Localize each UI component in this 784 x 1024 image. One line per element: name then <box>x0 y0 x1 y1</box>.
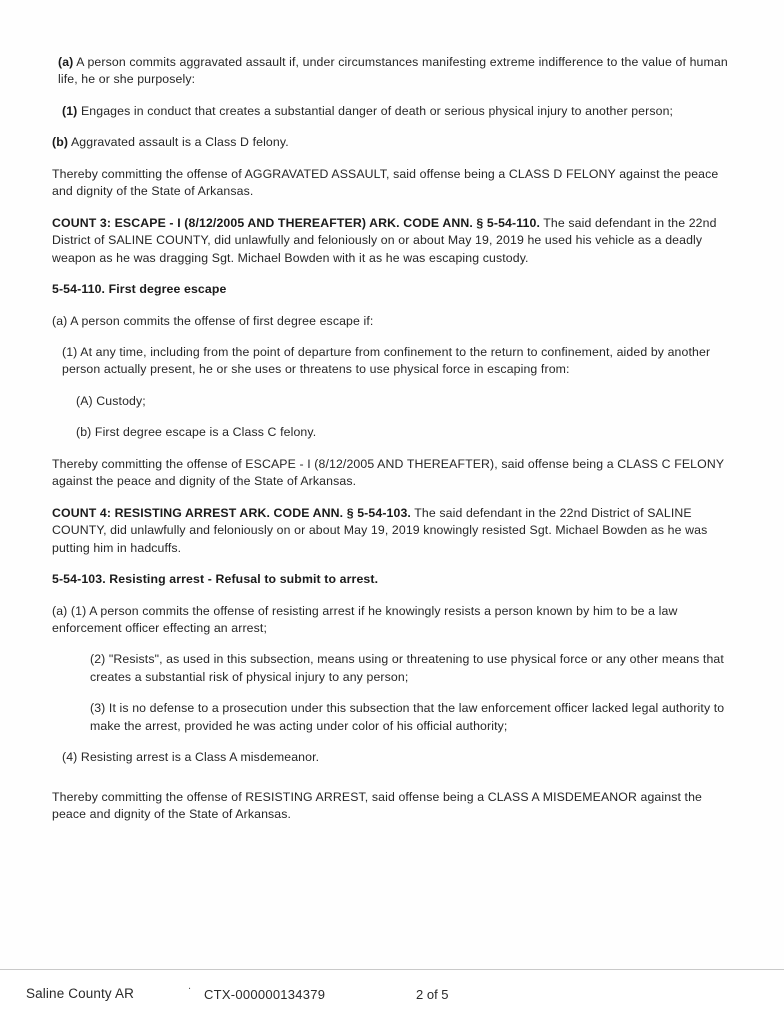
paragraph-lead-label: (b) <box>52 135 69 150</box>
count-3-heading: COUNT 3: ESCAPE - I (8/12/2005 AND THEREAFTER) ARK. CODE ANN. § 5-54-110. <box>52 215 540 230</box>
heading-5-54-110 <box>52 281 732 298</box>
paragraph-thereby-resisting-arrest <box>52 789 732 824</box>
statute-heading: 5-54-110. First degree escape <box>52 282 227 297</box>
paragraph-text: (A) Custody; <box>76 393 146 408</box>
paragraph-text: (1) At any time, including from the point of departure from confinement to the return to confinement, aided by another person actually present, he or she uses or threatens to use physical force in escaping from: <box>62 344 711 377</box>
paragraph-escape-class-c <box>52 424 732 441</box>
page-footer <box>0 969 784 1024</box>
paragraph-text: (a) (1) A person commits the offense of resisting arrest if he knowingly resists a person known by him to be a law enforcement officer effecting an arrest; <box>52 603 678 635</box>
heading-5-54-103 <box>52 571 732 588</box>
paragraph-resisting-a1 <box>52 603 732 638</box>
paragraph-text: Aggravated assault is a Class D felony. <box>68 135 289 150</box>
paragraph-escape-custody <box>52 393 732 410</box>
paragraph-text: (4) Resisting arrest is a Class A misdemeanor. <box>62 750 320 765</box>
paragraph-text: The said defendant in the 22nd District of SALINE COUNTY, did unlawfully and feloniously on or about May 19, 2019 knowingly resisted Sgt. Michael Bowden as he was putting him in hadcuffs. <box>52 505 708 555</box>
paragraph-resisting-a3 <box>52 700 732 735</box>
paragraph-aggravated-assault-a <box>52 54 732 89</box>
statute-heading: 5-54-103. Resisting arrest - Refusal to submit to arrest. <box>52 572 379 587</box>
paragraph-text: (2) "Resists", as used in this subsection, means using or threatening to use physical force or any other means that creates a substantial risk of physical injury to any person; <box>90 652 724 684</box>
paragraph-resisting-a4 <box>52 749 732 766</box>
paragraph-escape-a1 <box>52 344 732 379</box>
footer-page-indicator: 2 of 5 <box>416 987 449 1002</box>
footer-county-label: Saline County AR <box>26 986 134 1001</box>
footer-control-number: CTX-000000134379 <box>204 987 326 1002</box>
paragraph-text: The said defendant in the 22nd District of SALINE COUNTY, did unlawfully and feloniously on or about May 19, 2019 he used his vehicle as a deadly weapon as he was dragging Sgt. Michael Bowden with it as he was escaping custody. <box>52 215 717 265</box>
paragraph-thereby-escape <box>52 456 732 491</box>
paragraph-text: Thereby committing the offense of AGGRAVATED ASSAULT, said offense being a CLASS D FELONY against the peace and dignity of the State of Arkansas. <box>52 166 719 199</box>
paragraph-count-4-resisting-arrest <box>52 505 732 557</box>
paragraph-count-3-escape <box>52 215 732 267</box>
paragraph-aggravated-assault-a1 <box>52 103 732 120</box>
paragraph-text: (a) A person commits the offense of first degree escape if: <box>52 313 374 328</box>
paragraph-text: (b) First degree escape is a Class C felony. <box>76 425 317 440</box>
paragraph-aggravated-assault-b <box>52 134 732 151</box>
count-4-heading: COUNT 4: RESISTING ARREST ARK. CODE ANN. § 5-54-103. <box>52 505 411 520</box>
paragraph-text: (3) It is no defense to a prosecution under this subsection that the law enforcement officer lacked legal authority to make the arrest, provided he was acting under color of his official authority; <box>90 701 725 733</box>
paragraph-text: Engages in conduct that creates a substantial danger of death or serious physical injury to another person; <box>77 103 674 118</box>
paragraph-thereby-aggravated-assault <box>52 166 732 201</box>
document-body <box>52 54 732 838</box>
paragraph-resisting-a2 <box>52 651 732 686</box>
footer-separator-mark: . <box>188 980 192 992</box>
paragraph-escape-a <box>52 313 732 330</box>
paragraph-text: Thereby committing the offense of RESISTING ARREST, said offense being a CLASS A MISDEMEANOR against the peace and dignity of the State of Arkansas. <box>52 789 703 822</box>
paragraph-lead-label: (1) <box>62 103 78 118</box>
paragraph-lead-label: (a) <box>58 55 74 69</box>
paragraph-text: A person commits aggravated assault if, under circumstances manifesting extreme indifference to the value of human life, he or she purposely: <box>58 55 728 87</box>
spacer <box>52 781 732 789</box>
paragraph-text: Thereby committing the offense of ESCAPE - I (8/12/2005 AND THEREAFTER), said offense being a CLASS C FELONY against the peace and dignity of the State of Arkansas. <box>52 456 724 489</box>
